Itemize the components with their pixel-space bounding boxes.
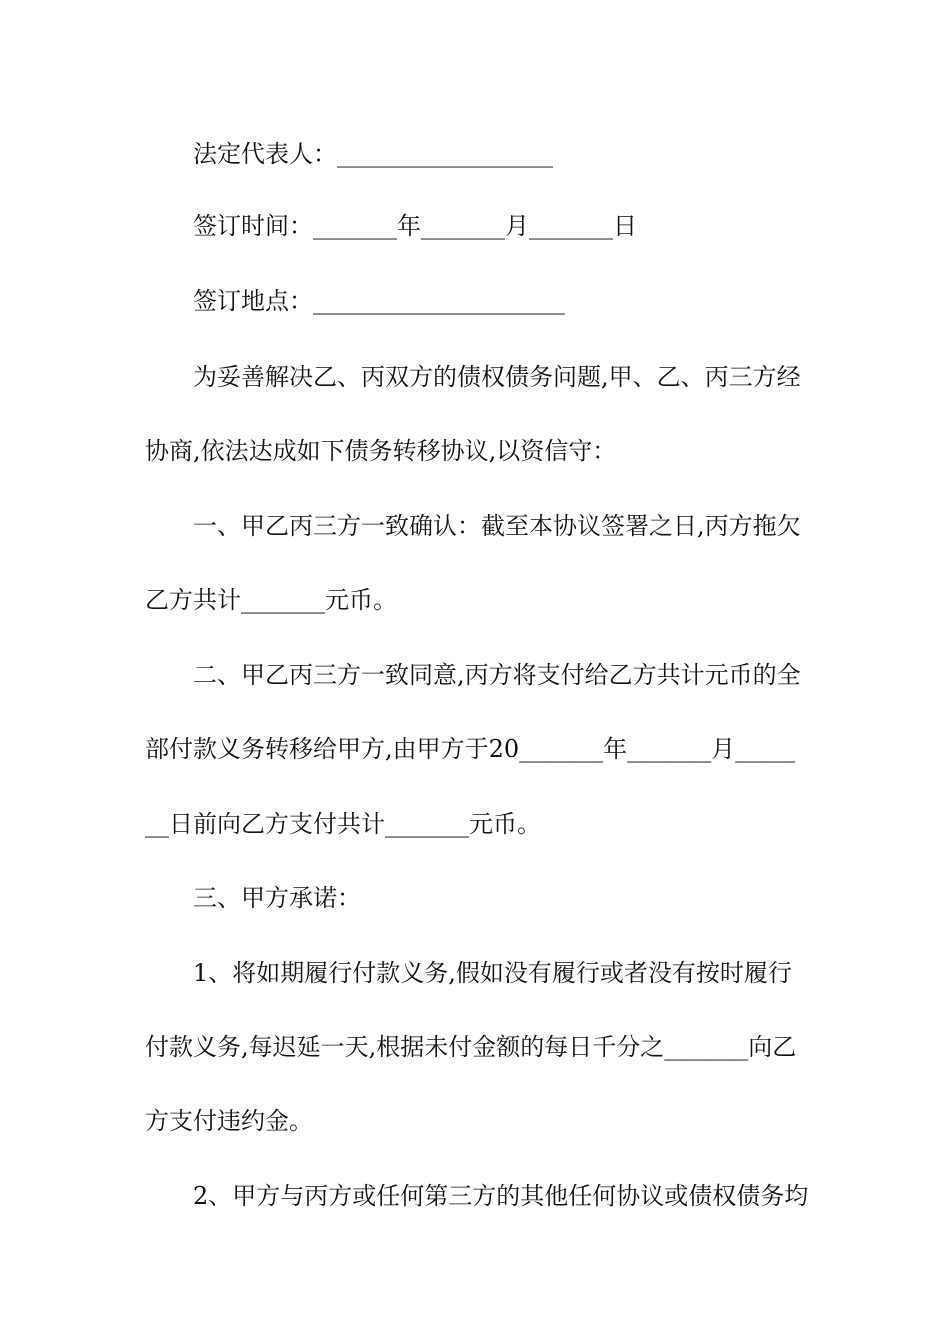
clause-3-item-2-line-1: 2、甲方与丙方或任何第三方的其他任何协议或债权债务均 (193, 1182, 809, 1210)
preamble-line-1: 为妥善解决乙、丙双方的债权债务问题,甲、乙、丙三方经 (193, 363, 801, 391)
clause-3-item-1-line-1: 1、将如期履行付款义务,假如没有履行或者没有按时履行 (193, 959, 792, 987)
clause-2-line-2: 部付款义务转移给甲方,由甲方于20_______年_______月_____ (145, 735, 796, 763)
signing-place-field: 签订地点：_____________________ (193, 287, 565, 315)
clause-3-heading: 三、甲方承诺： (193, 884, 361, 912)
clause-2-line-3: __日前向乙方支付共计_______元币。 (145, 810, 541, 838)
clause-1-line-2: 乙方共计_______元币。 (145, 586, 397, 614)
clause-2-line-1: 二、甲乙丙三方一致同意,丙方将支付给乙方共计元币的全 (193, 661, 801, 689)
signing-date-field: 签订时间：_______年_______月_______日 (193, 212, 637, 240)
preamble-line-2: 协商,依法达成如下债务转移协议,以资信守： (145, 437, 617, 465)
clause-3-item-1-line-2: 付款义务,每迟延一天,根据未付金额的每日千分之_______向乙 (145, 1033, 797, 1061)
clause-3-item-1-line-3: 方支付违约金。 (145, 1107, 313, 1135)
legal-representative-field: 法定代表人：__________________ (193, 140, 553, 168)
clause-1-line-1: 一、甲乙丙三方一致确认：截至本协议签署之日,丙方拖欠 (193, 512, 801, 540)
